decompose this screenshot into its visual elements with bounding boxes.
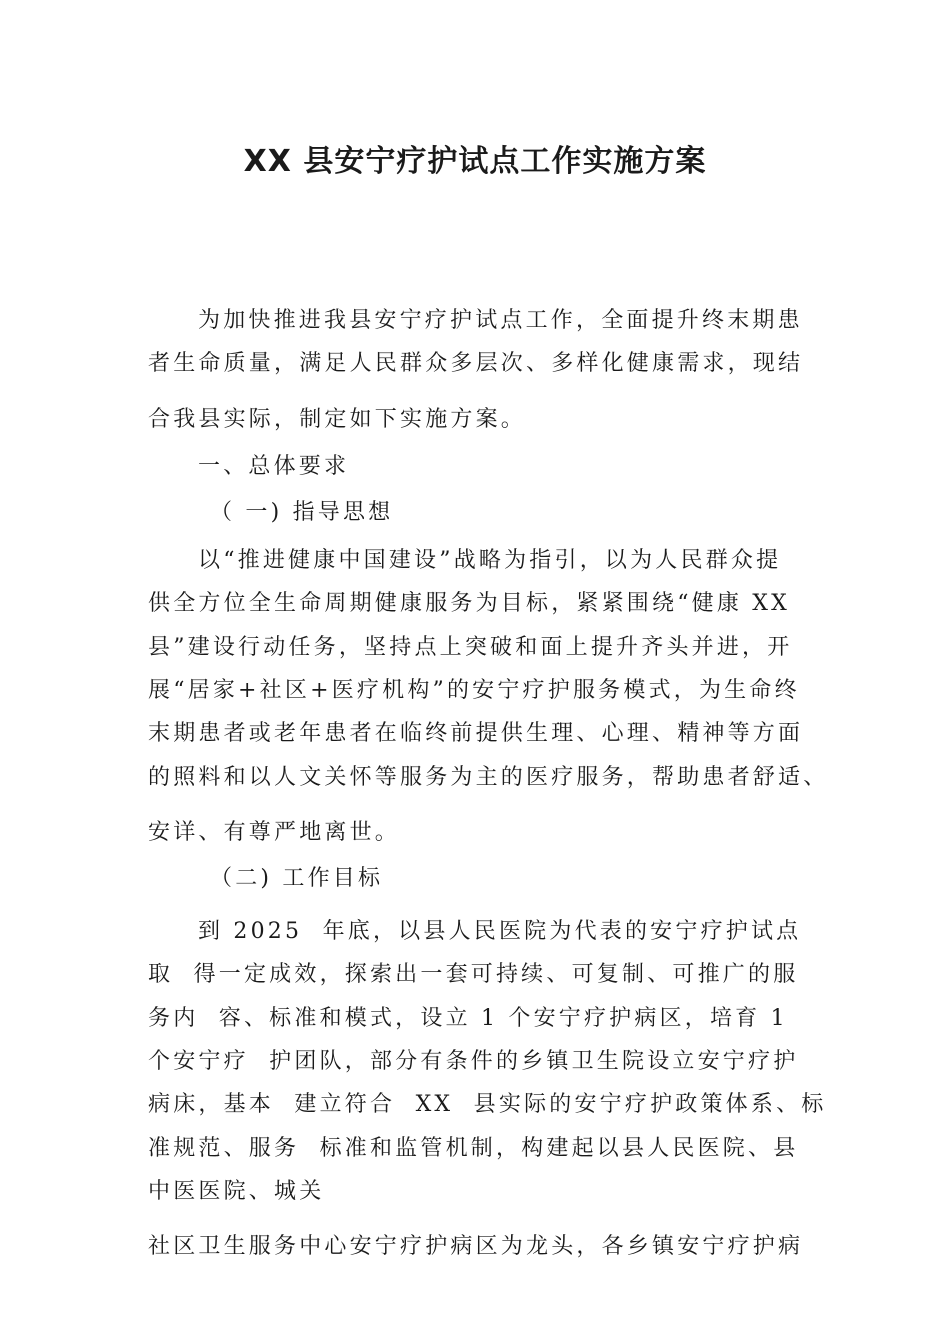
- paragraph-line: 末期患者或老年患者在临终前提供生理、心理、精神等方面: [148, 721, 804, 746]
- paragraph-line: 准规范、服务 标准和监管机制，构建起以县人民医院、县: [148, 1136, 799, 1161]
- subsection-heading: （二) 工作目标: [210, 866, 384, 891]
- paragraph-line: 中医医院、城关: [148, 1179, 325, 1204]
- paragraph-line: 合我县实际，制定如下实施方案。: [148, 407, 527, 432]
- paragraph-line: 者生命质量，满足人民群众多层次、多样化健康需求，现结: [148, 351, 804, 376]
- paragraph-line: 社区卫生服务中心安宁疗护病区为龙头，各乡镇安宁疗护病: [148, 1234, 804, 1259]
- document-title: XX 县安宁疗护试点工作实施方案: [243, 144, 707, 179]
- paragraph-line: 安详、有尊严地离世。: [148, 820, 401, 845]
- paragraph-line: 供全方位全生命周期健康服务为目标，紧紧围绕“健康 XX: [148, 591, 790, 616]
- section-heading: 一、总体要求: [198, 454, 350, 479]
- subsection-heading: （ 一) 指导思想: [210, 500, 394, 525]
- paragraph-line: 取 得一定成效，探索出一套可持续、可复制、可推广的服: [148, 962, 799, 987]
- paragraph-line: 病床，基本 建立符合 XX 县实际的安宁疗护政策体系、标: [148, 1092, 827, 1117]
- paragraph-line: 的照料和以人文关怀等服务为主的医疗服务，帮助患者舒适、: [148, 765, 829, 790]
- paragraph-line: 务内 容、标准和模式，设立 1 个安宁疗护病区，培育 1: [148, 1006, 788, 1031]
- paragraph-line: 为加快推进我县安宁疗护试点工作，全面提升终末期患: [198, 308, 803, 333]
- paragraph-line: 个安宁疗 护团队，部分有条件的乡镇卫生院设立安宁疗护: [148, 1049, 799, 1074]
- paragraph-line: 县”建设行动任务，坚持点上突破和面上提升齐头并进，开: [148, 635, 793, 660]
- paragraph-line: 展“居家+社区+医疗机构”的安宁疗护服务模式，为生命终: [148, 678, 800, 703]
- paragraph-line: 以“推进健康中国建设”战略为指引，以为人民群众提: [198, 548, 782, 573]
- paragraph-line: 到 2025 年底，以县人民医院为代表的安宁疗护试点: [198, 919, 802, 944]
